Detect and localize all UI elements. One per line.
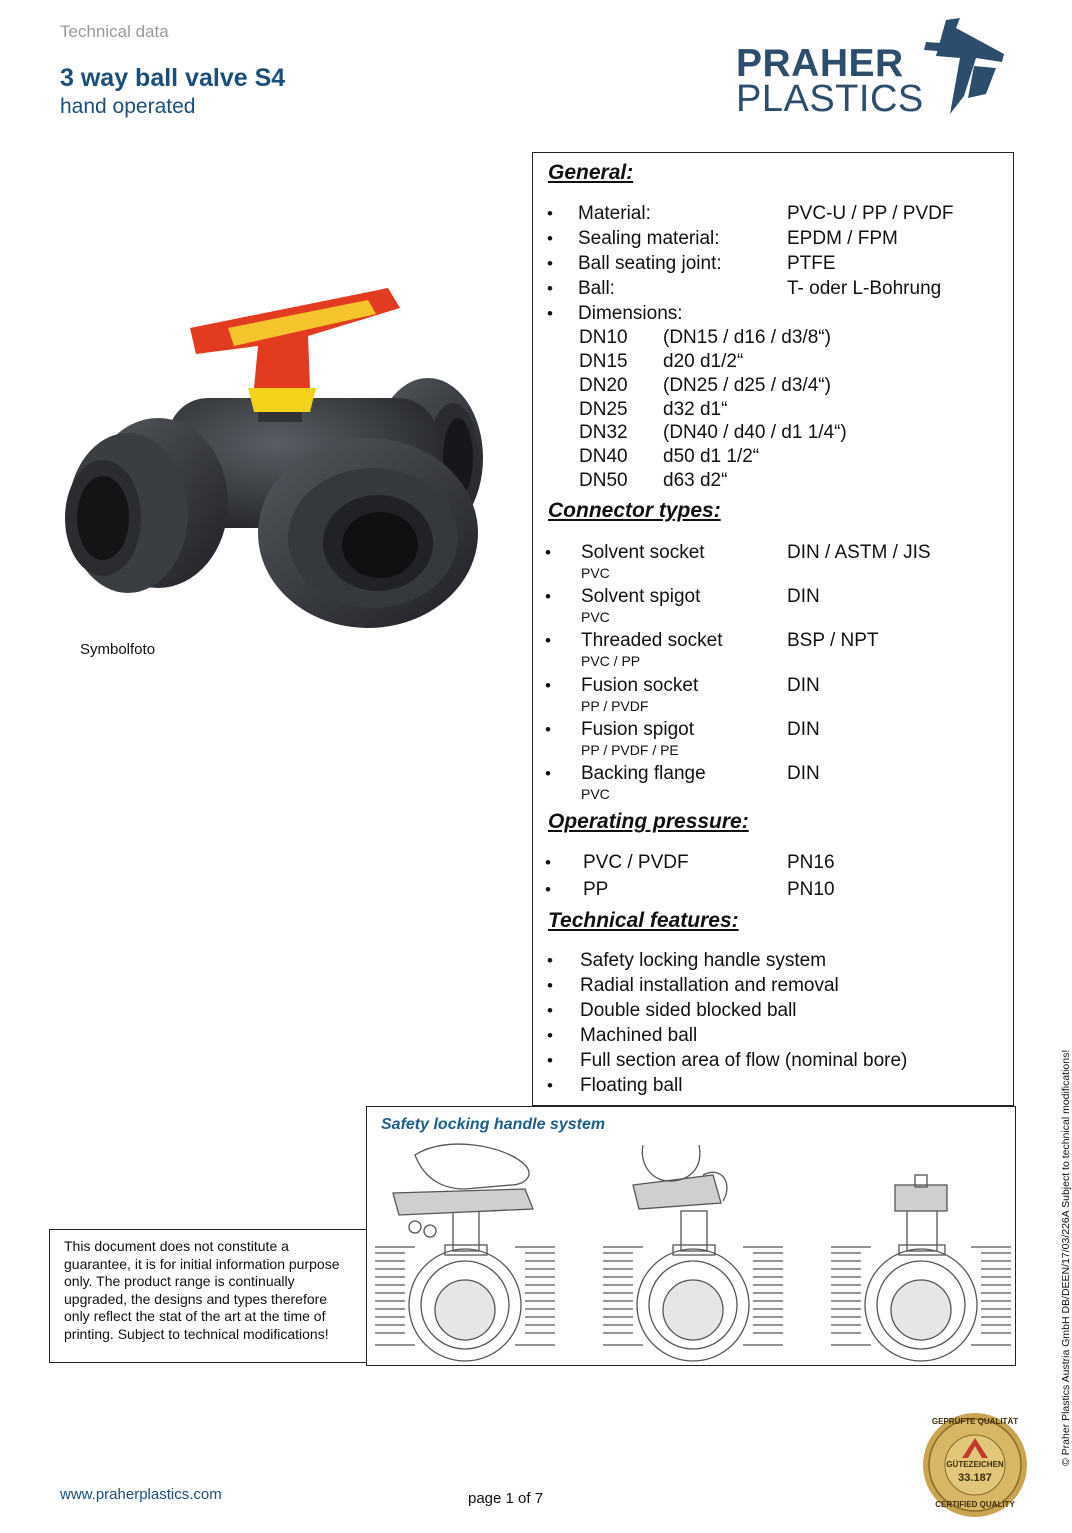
bullet-icon: • (547, 254, 553, 273)
pressure-rating: PN10 (787, 879, 835, 900)
handle-locked-icon (831, 1175, 1011, 1361)
seal-top-text: GEPRÜFTE QUALITÄT (931, 1417, 1019, 1426)
technical-features-heading: Technical features: (548, 909, 739, 932)
disclaimer-text: This document does not constitute a guarantee, it is for initial information purpose only. The product range is continually upgraded, the designs and types therefore only reflect the stat of the art at the time of printing. Subject to technical modifications! (64, 1238, 340, 1342)
dimension-dn: DN50 (579, 470, 628, 491)
connector-standard: BSP / NPT (787, 630, 879, 651)
connector-types-heading: Connector types: (548, 499, 721, 522)
praher-tp-logo-icon (916, 18, 1008, 118)
illustration-title: Safety locking handle system (381, 1116, 606, 1133)
general-heading: General: (548, 161, 634, 184)
bullet-icon: • (547, 229, 553, 248)
page-subtitle: hand operated (60, 95, 196, 118)
bullet-icon: • (545, 631, 551, 650)
connector-standard: DIN (787, 763, 820, 784)
connector-name: Solvent spigot (581, 586, 701, 607)
bullet-icon: • (547, 976, 553, 995)
dimension-size: (DN15 / d16 / d3/8“) (663, 327, 831, 348)
dimension-size: d50 d1 1/2“ (663, 446, 760, 467)
dimension-dn: DN10 (579, 327, 628, 348)
page-number: page 1 of 7 (468, 1490, 544, 1507)
bullet-icon: • (547, 304, 553, 323)
pressure-material: PVC / PVDF (583, 852, 689, 873)
bullet-icon: • (545, 764, 551, 783)
connector-material: PVC (581, 786, 610, 802)
bullet-icon: • (545, 587, 551, 606)
bullet-icon: • (547, 1076, 553, 1095)
dimension-size: d32 d1“ (663, 399, 728, 420)
general-value: PTFE (787, 253, 836, 274)
side-copyright-note: © Praher Plastics Austria GmbH DB/DEEN/17/03/226A Subject to technical modifications! (1060, 1049, 1072, 1466)
bullet-icon: • (547, 951, 553, 970)
feature-text: Double sided blocked ball (580, 1000, 797, 1021)
general-label: Ball seating joint: (578, 253, 722, 274)
photo-caption: Symbolfoto (80, 641, 156, 658)
dimension-dn: DN25 (579, 399, 628, 420)
connector-material: PP / PVDF (581, 698, 649, 714)
connector-name: Fusion socket (581, 675, 699, 696)
connector-standard: DIN (787, 586, 820, 607)
seal-number: 33.187 (958, 1472, 992, 1484)
operating-pressure-heading: Operating pressure: (548, 810, 749, 833)
bullet-icon: • (545, 853, 551, 872)
feature-text: Full section area of flow (nominal bore) (580, 1050, 908, 1071)
logo-text-plastics: PLASTICS (736, 78, 924, 120)
general-label: Dimensions: (578, 303, 683, 324)
handle-press-icon (375, 1144, 555, 1361)
general-value: PVC-U / PP / PVDF (787, 203, 954, 224)
section-label: Technical data (60, 22, 169, 41)
bullet-icon: • (547, 1001, 553, 1020)
spec-box (532, 152, 1014, 1106)
connector-material: PVC (581, 609, 610, 625)
disclaimer-box (49, 1229, 367, 1363)
dimension-dn: DN40 (579, 446, 628, 467)
connector-standard: DIN (787, 719, 820, 740)
dimension-dn: DN15 (579, 351, 628, 372)
logo-text-praher: PRAHER (736, 42, 904, 85)
quality-seal-icon (922, 1412, 1028, 1518)
connector-name: Fusion spigot (581, 719, 695, 740)
connector-standard: DIN (787, 675, 820, 696)
feature-text: Floating ball (580, 1075, 683, 1096)
connector-name: Solvent socket (581, 542, 705, 563)
footer-website-link[interactable]: www.praherplastics.com (60, 1486, 222, 1503)
bullet-icon: • (547, 204, 553, 223)
pressure-rating: PN16 (787, 852, 835, 873)
feature-text: Machined ball (580, 1025, 698, 1046)
bullet-icon: • (545, 720, 551, 739)
bullet-icon: • (547, 279, 553, 298)
general-label: Sealing material: (578, 228, 720, 249)
dimension-dn: DN20 (579, 375, 628, 396)
bullet-icon: • (547, 1026, 553, 1045)
seal-bottom-text: CERTIFIED QUALITY (935, 1500, 1015, 1509)
dimension-size: (DN25 / d25 / d3/4“) (663, 375, 831, 396)
pressure-material: PP (583, 879, 609, 900)
connector-standard: DIN / ASTM / JIS (787, 542, 931, 563)
illustration-box (366, 1106, 1016, 1366)
general-value: EPDM / FPM (787, 228, 898, 249)
bullet-icon: • (547, 1051, 553, 1070)
connector-name: Backing flange (581, 763, 706, 784)
feature-text: Radial installation and removal (580, 975, 839, 996)
general-value: T- oder L-Bohrung (787, 278, 942, 299)
three-way-ball-valve-photo (58, 288, 488, 636)
praher-logo (736, 18, 1008, 118)
seal-middle-text: GÜTEZEICHEN (946, 1460, 1004, 1469)
connector-material: PP / PVDF / PE (581, 742, 679, 758)
connector-name: Threaded socket (581, 630, 723, 651)
locking-steps-illustration (375, 1145, 1009, 1357)
feature-text: Safety locking handle system (580, 950, 827, 971)
bullet-icon: • (545, 880, 551, 899)
connector-material: PVC (581, 565, 610, 581)
handle-lift-icon (603, 1145, 783, 1361)
bullet-icon: • (545, 676, 551, 695)
general-label: Material: (578, 203, 651, 224)
connector-material: PVC / PP (581, 653, 641, 669)
dimension-dn: DN32 (579, 422, 628, 443)
dimension-size: d63 d2“ (663, 470, 728, 491)
general-label: Ball: (578, 278, 615, 299)
page-title: 3 way ball valve S4 (60, 64, 286, 92)
dimension-size: d20 d1/2“ (663, 351, 744, 372)
dimension-size: (DN40 / d40 / d1 1/4“) (663, 422, 847, 443)
bullet-icon: • (545, 543, 551, 562)
